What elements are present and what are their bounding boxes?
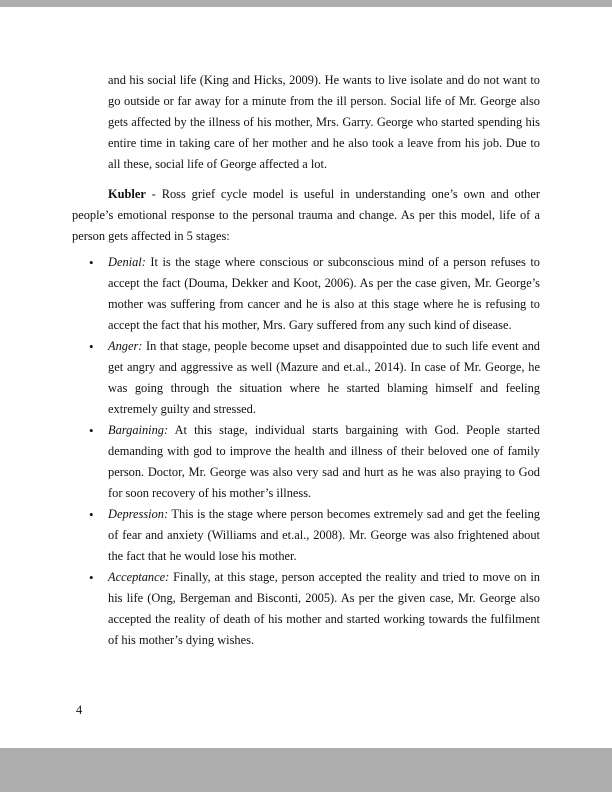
acceptance-label: Acceptance: — [108, 570, 170, 584]
list-item-acceptance — [108, 567, 540, 651]
kubler-intro-text: - Ross grief cycle model is useful in understanding one’s own and other people’s emotional response to the personal trauma and change. As per this model, life of a person gets affected in 5 stages: — [72, 187, 540, 243]
acceptance-text: Finally, at this stage, person accepted the reality and tried to move on in his life (Ong, Bergeman and Bisconti, 2005). As per the given case, Mr. George also accepted the reality of death of his mother and started working towards the fulfilment of his mother’s dying wishes. — [108, 570, 540, 647]
list-item-bargaining — [108, 420, 540, 504]
paragraph-kubler-intro — [72, 184, 540, 247]
stages-list — [72, 252, 540, 651]
list-item-depression — [108, 504, 540, 567]
viewer-edge-top — [0, 0, 612, 7]
bargaining-text: At this stage, individual starts bargaining with God. People started demanding with god to improve the health and illness of their beloved one of family person. Doctor, Mr. George was also very sad and hurt as he was also praying to God for soon recovery of his mother’s illness. — [108, 423, 540, 500]
list-item-anger — [108, 336, 540, 420]
document-page — [0, 7, 612, 748]
denial-label: Denial: — [108, 255, 146, 269]
depression-text: This is the stage where person becomes extremely sad and get the feeling of fear and anxiety (Williams and et.al., 2008). Mr. George was also frightened about the fact that he would lose his mother. — [108, 507, 540, 563]
kubler-bold-lead: Kubler — [108, 187, 146, 201]
page-content — [72, 70, 540, 651]
depression-label: Depression: — [108, 507, 169, 521]
denial-text: It is the stage where conscious or subconscious mind of a person refuses to accept the fact (Douma, Dekker and Koot, 2006). As per the case given, Mr. George’s mother was suffering from cancer and he is also at this stage where he is refusing to accept the fact that his mother, Mrs. Gary suffered from any such kind of disease. — [108, 255, 540, 332]
paragraph-social-life: and his social life (King and Hicks, 2009). He wants to live isolate and do not want to go outside or far away for a minute from the ill person. Social life of Mr. George also gets affected by the illness of his mother, Mrs. Garry. George who started spending his entire time in taking care of her mother and he also took a leave from his job. Due to all these, social life of George affected a lot. — [108, 73, 540, 171]
page-number: 4 — [76, 703, 83, 717]
bargaining-label: Bargaining: — [108, 423, 169, 437]
list-item-denial — [108, 252, 540, 336]
anger-label: Anger: — [108, 339, 143, 353]
viewer-edge-bottom — [0, 748, 612, 792]
anger-text: In that stage, people become upset and disappointed due to such life event and get angry and aggressive as well (Mazure and et.al., 2014). In case of Mr. George, he was going through the situation where he started blaming himself and feeling extremely guilty and stressed. — [108, 339, 540, 416]
